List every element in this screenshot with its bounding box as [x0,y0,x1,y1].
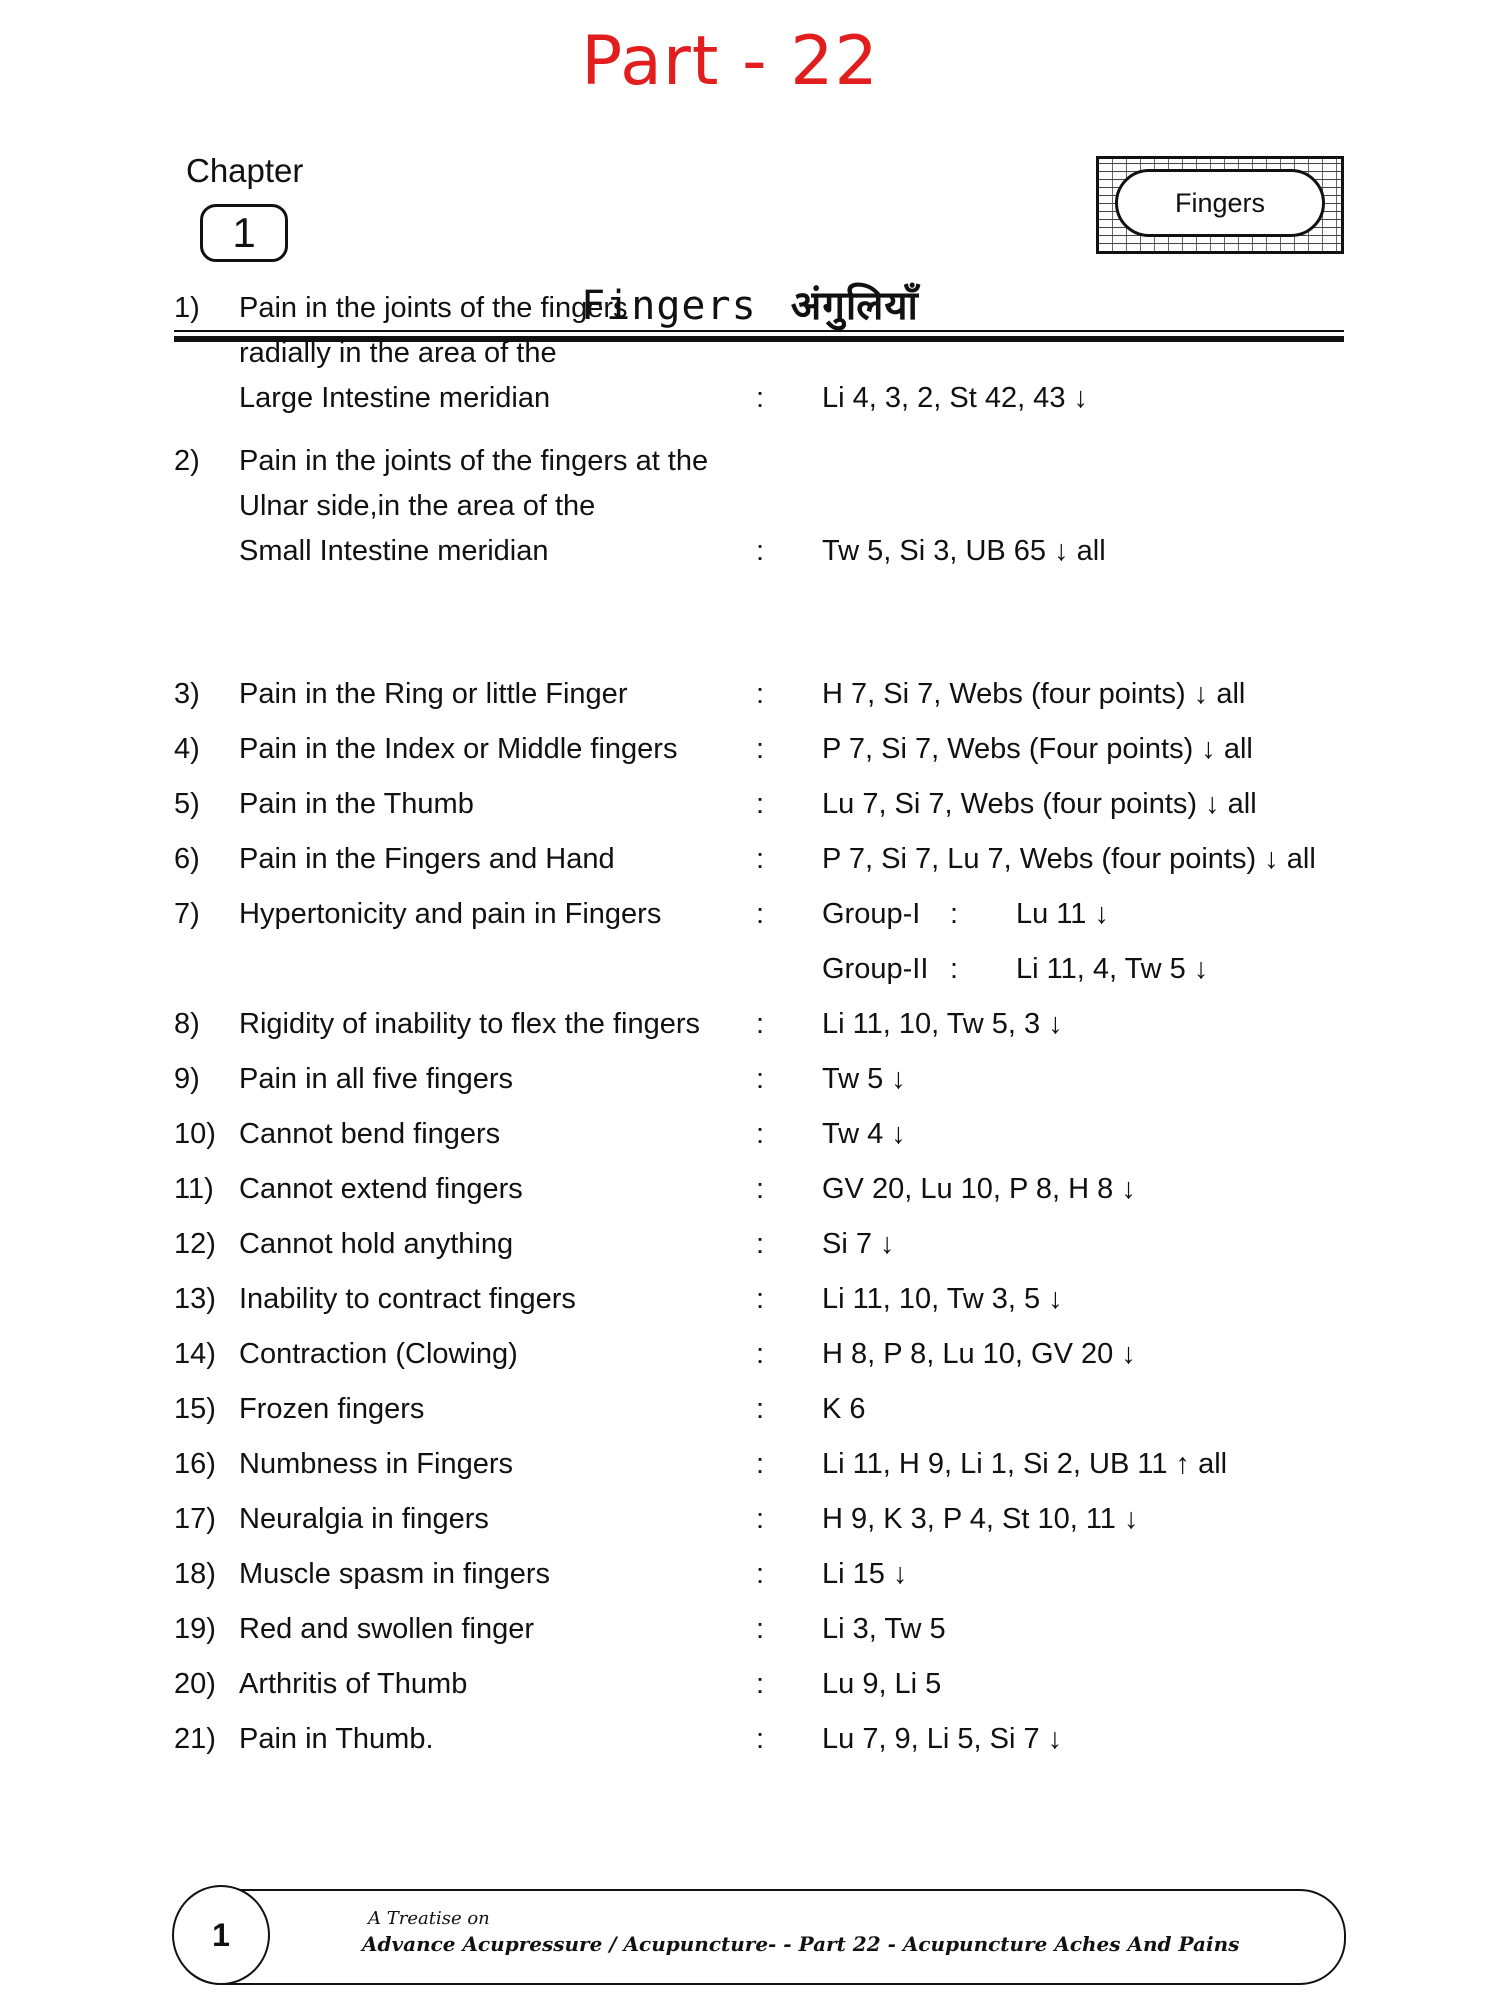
item-separator: : [756,1228,765,1260]
item-description: Rigidity of inability to flex the fingers [239,1008,700,1040]
footer-line-1: A Treatise on [368,1908,490,1929]
item-separator: : [756,898,765,930]
item-value: Li 11, 10, Tw 3, 5 ↓ [822,1283,1063,1315]
item-description: Pain in the Index or Middle fingers [239,733,678,765]
item-description: Pain in the joints of the fingers at the [239,445,709,477]
item-description: Cannot extend fingers [239,1173,523,1205]
item-value: P 7, Si 7, Webs (Four points) ↓ all [822,733,1253,765]
item-description: Contraction (Clowing) [239,1338,518,1370]
item-separator: : [756,1723,765,1755]
item-value: Li 15 ↓ [822,1558,908,1590]
item-value: Tw 5 ↓ [822,1063,906,1095]
item-description: Pain in the Fingers and Hand [239,843,615,875]
item-separator: : [756,1338,765,1370]
item-description: Pain in the Ring or little Finger [239,678,628,710]
item-number: 5) [174,788,200,820]
group-name: Group-II [822,953,929,985]
item-separator: : [756,1008,765,1040]
item-separator: : [756,1448,765,1480]
footer-page-number: 1 [172,1885,270,1985]
item-number: 8) [174,1008,200,1040]
item-separator: : [756,1393,765,1425]
group-value: Li 11, 4, Tw 5 ↓ [1016,953,1209,985]
item-number: 6) [174,843,200,875]
item-description: Muscle spasm in fingers [239,1558,551,1590]
item-description: Large Intestine meridian [239,382,551,414]
item-description: Inability to contract fingers [239,1283,576,1315]
item-number: 1) [174,292,200,324]
item-number: 2) [174,445,200,477]
chapter-number-badge: 1 [200,204,288,262]
item-value: Lu 7, 9, Li 5, Si 7 ↓ [822,1723,1063,1755]
item-description: Pain in all five fingers [239,1063,514,1095]
item-number: 11) [174,1173,214,1205]
item-number: 19) [174,1613,216,1645]
item-description: Small Intestine meridian [239,535,549,567]
item-description: Pain in Thumb. [239,1723,434,1755]
item-separator: : [756,1613,765,1645]
item-separator: : [756,1173,765,1205]
item-description: Cannot hold anything [239,1228,514,1260]
item-separator: : [756,1063,765,1095]
item-separator: : [756,788,765,820]
item-separator: : [756,1118,765,1150]
item-value: GV 20, Lu 10, P 8, H 8 ↓ [822,1173,1136,1205]
item-description: Pain in the Thumb [239,788,474,820]
item-number: 4) [174,733,200,765]
item-separator: : [756,843,765,875]
heading-hindi: अंगुलियाँ [790,283,919,329]
item-value: H 9, K 3, P 4, St 10, 11 ↓ [822,1503,1139,1535]
item-number: 16) [174,1448,216,1480]
chapter-label: Chapter [186,152,304,189]
item-description: Red and swollen finger [239,1613,535,1645]
item-description: radially in the area of the [239,337,557,369]
item-number: 14) [174,1338,216,1370]
item-description: Cannot bend fingers [239,1118,501,1150]
item-separator: : [756,1283,765,1315]
item-value: Tw 5, Si 3, UB 65 ↓ all [822,535,1106,567]
item-value: Lu 9, Li 5 [822,1668,942,1700]
item-value: Si 7 ↓ [822,1228,895,1260]
item-value: P 7, Si 7, Lu 7, Webs (four points) ↓ all [822,843,1316,875]
item-separator: : [756,535,765,567]
item-value: K 6 [822,1393,866,1425]
item-value: Lu 7, Si 7, Webs (four points) ↓ all [822,788,1257,820]
item-separator: : [756,382,765,414]
group-separator: : [950,898,959,930]
section-tag-label: Fingers [1115,169,1325,237]
item-number: 7) [174,898,200,930]
item-value: H 8, P 8, Lu 10, GV 20 ↓ [822,1338,1136,1370]
item-number: 15) [174,1393,216,1425]
item-description: Numbness in Fingers [239,1448,513,1480]
item-description: Pain in the joints of the fingers [239,292,628,324]
item-number: 9) [174,1063,200,1095]
item-description: Hypertonicity and pain in Fingers [239,898,662,930]
group-name: Group-I [822,898,921,930]
item-number: 20) [174,1668,216,1700]
item-value: Li 11, 10, Tw 5, 3 ↓ [822,1008,1063,1040]
heading-english: Fingers [581,283,757,329]
item-description: Neuralgia in fingers [239,1503,489,1535]
item-value: Li 11, H 9, Li 1, Si 2, UB 11 ↑ all [822,1448,1228,1480]
item-separator: : [756,733,765,765]
group-separator: : [950,953,959,985]
item-separator: : [756,1503,765,1535]
item-value: H 7, Si 7, Webs (four points) ↓ all [822,678,1246,710]
item-description: Arthritis of Thumb [239,1668,468,1700]
item-number: 3) [174,678,200,710]
item-separator: : [756,1668,765,1700]
item-value: Tw 4 ↓ [822,1118,906,1150]
item-number: 18) [174,1558,216,1590]
item-value: Li 3, Tw 5 [822,1613,946,1645]
item-separator: : [756,1558,765,1590]
item-separator: : [756,678,765,710]
item-number: 12) [174,1228,216,1260]
item-description: Frozen fingers [239,1393,425,1425]
item-description: Ulnar side,in the area of the [239,490,596,522]
item-value: Li 4, 3, 2, St 42, 43 ↓ [822,382,1088,414]
item-number: 21) [174,1723,216,1755]
part-title: Part - 22 [581,22,879,101]
footer-line-2: Advance Acupressure / Acupuncture- - Part 22 - Acupuncture Aches And Pains [362,1932,1240,1956]
item-number: 10) [174,1118,216,1150]
group-value: Lu 11 ↓ [1016,898,1109,930]
item-number: 17) [174,1503,216,1535]
item-number: 13) [174,1283,216,1315]
